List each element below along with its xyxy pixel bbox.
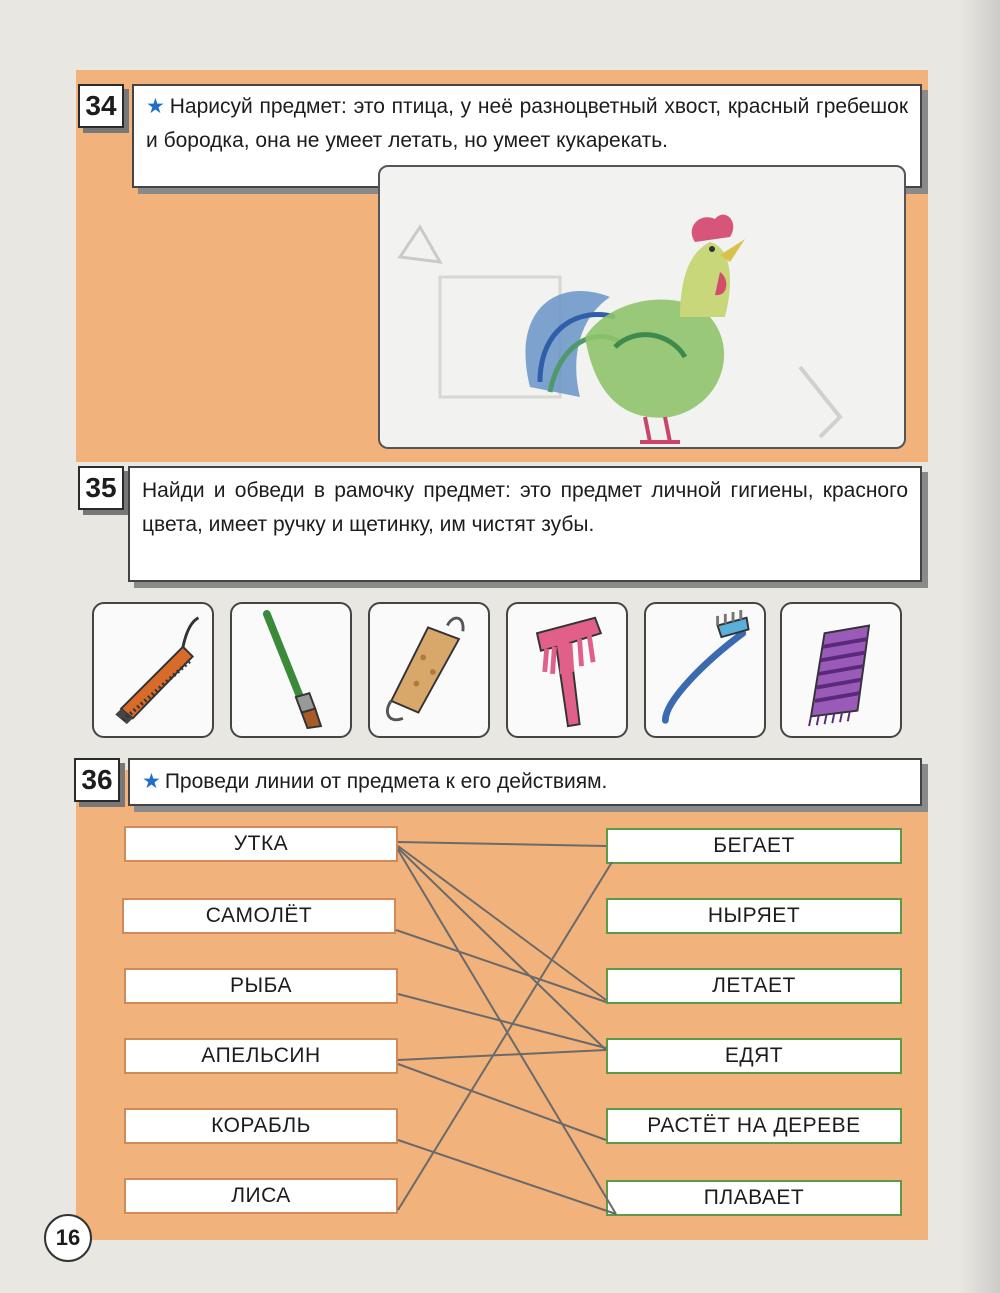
left-word-plane[interactable]: САМОЛЁТ	[122, 898, 396, 934]
star-icon: ★	[146, 95, 166, 118]
right-word-flies[interactable]: ЛЕТАЕТ	[606, 968, 902, 1004]
task-34-number: 34	[78, 84, 124, 128]
rooster-icon	[380, 167, 906, 449]
right-word-swims[interactable]: ПЛАВАЕТ	[606, 1180, 902, 1216]
picture-toothbrush[interactable]	[644, 602, 766, 738]
picture-comb[interactable]	[506, 602, 628, 738]
left-word-duck[interactable]: УТКА	[124, 826, 398, 862]
rooster-drawing[interactable]	[378, 165, 906, 449]
task-36-number: 36	[74, 758, 120, 802]
star-icon: ★	[142, 770, 161, 793]
scrub-brush-icon	[94, 604, 212, 736]
picture-scrub-brush[interactable]	[92, 602, 214, 738]
bath-sponge-icon	[370, 604, 488, 736]
picture-bath-sponge[interactable]	[368, 602, 490, 738]
left-word-fox[interactable]: ЛИСА	[124, 1178, 398, 1214]
washcloth-icon	[782, 604, 900, 736]
picture-paint-brush[interactable]	[230, 602, 352, 738]
left-word-ship[interactable]: КОРАБЛЬ	[124, 1108, 398, 1144]
task-35-text: Найди и обведи в рамочку предмет: это предмет личной гигиены, красного цвета, имеет ручку и щетинку, им чистят зубы.	[142, 479, 908, 536]
right-word-eaten[interactable]: ЕДЯТ	[606, 1038, 902, 1074]
task-35-instruction	[128, 466, 922, 582]
toothbrush-icon	[646, 604, 764, 736]
paint-brush-icon	[232, 604, 350, 736]
right-word-grows-on-tree[interactable]: РАСТЁТ НА ДЕРЕВЕ	[606, 1108, 902, 1144]
left-word-orange[interactable]: АПЕЛЬСИН	[124, 1038, 398, 1074]
comb-icon	[508, 604, 626, 736]
right-word-dives[interactable]: НЫРЯЕТ	[606, 898, 902, 934]
task-35-number: 35	[78, 466, 124, 510]
task-34-text: Нарисуй предмет: это птица, у неё разноцветный хвост, красный гребешок и бородка, она не умеет летать, но умеет кукарекать.	[146, 95, 909, 152]
left-word-fish[interactable]: РЫБА	[124, 968, 398, 1004]
task-36-instruction	[128, 758, 922, 806]
page-shadow	[960, 0, 1000, 1293]
task-36-text: Проведи линии от предмета к его действиям.	[164, 770, 608, 793]
picture-washcloth[interactable]	[780, 602, 902, 738]
right-word-runs[interactable]: БЕГАЕТ	[606, 828, 902, 864]
page-number: 16	[44, 1214, 92, 1262]
